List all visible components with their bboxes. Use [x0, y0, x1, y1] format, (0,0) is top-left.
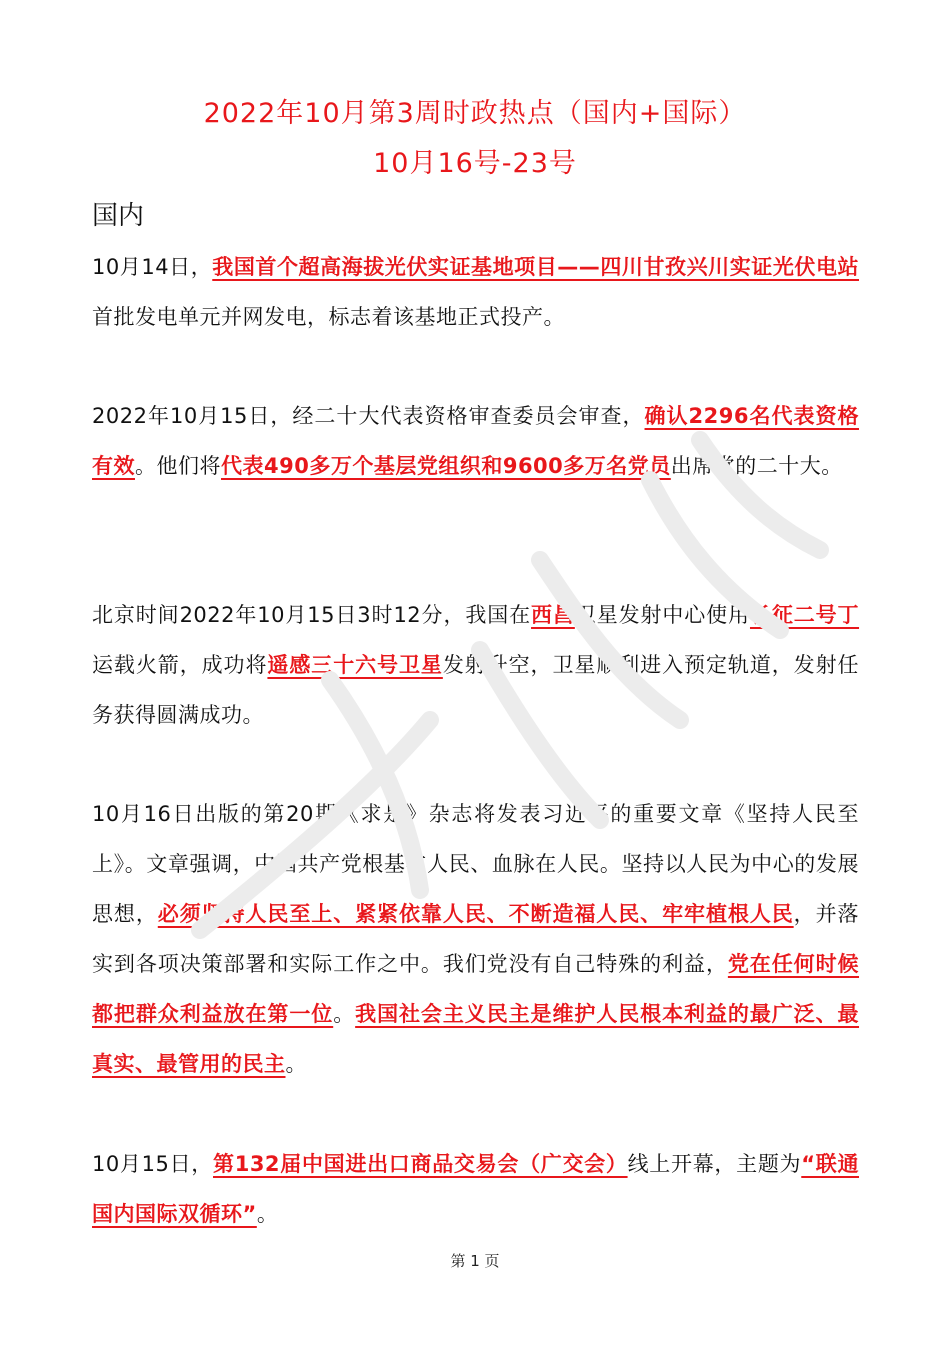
highlighted-keypoint: 西昌	[531, 603, 575, 627]
document-title: 2022年10月第3周时政热点（国内+国际）	[203, 98, 747, 129]
paragraph-text: 线上开幕，主题为	[627, 1152, 802, 1176]
paragraph-text: 。	[256, 1202, 279, 1226]
highlighted-keypoint: 遥感三十六号卫星	[267, 653, 443, 677]
paragraph-text: 10月14日，	[92, 255, 213, 279]
news-paragraph	[92, 1139, 859, 1239]
paragraph-text: 卫星发射中心使用	[574, 603, 750, 627]
highlighted-keypoint: 必须坚持人民至上、紧紧依靠人民、不断造福人民、牢牢植根人民	[157, 902, 794, 926]
news-paragraph	[92, 590, 859, 740]
paragraph-text: 运载火箭，成功将	[92, 653, 268, 677]
page-number: 第 1 页	[450, 1252, 500, 1270]
highlighted-keypoint: 我国社会主义民主是维护人民根本利益的最广泛、最真实、最管用的民主	[92, 1002, 860, 1076]
news-paragraph	[92, 391, 859, 491]
paragraph-text: ，并落实到各项决策部署和实际工作之中。我们党没有自己特殊的利益，	[92, 902, 860, 976]
highlighted-keypoint: “联通国内国际双循环”	[92, 1152, 859, 1226]
document-subtitle-date-range: 10月16号-23号	[373, 148, 577, 179]
paragraph-text: 出席党的二十大。	[670, 454, 843, 478]
paragraph-text: 10月15日，	[92, 1152, 213, 1176]
paragraph-text: 首批发电单元并网发电，标志着该基地正式投产。	[92, 305, 565, 329]
highlighted-keypoint: 确认2296名代表资格有效	[92, 404, 859, 478]
paragraph-text: 。	[333, 1002, 356, 1026]
section-heading-domestic: 国内	[92, 201, 145, 231]
news-paragraph	[92, 242, 859, 342]
paragraph-text: 发射升空，卫星顺利进入预定轨道，发射任务获得圆满成功。	[92, 653, 860, 727]
highlighted-keypoint: 我国首个超高海拔光伏实证基地项目——四川甘孜兴川实证光伏电站	[212, 255, 859, 279]
paragraph-text: 。	[285, 1052, 307, 1076]
news-paragraph	[92, 789, 859, 1089]
paragraph-text: 10月16日出版的第20期《求是》杂志将发表习近平的重要文章《坚持人民至上》。文章强调，中国共产党根基在人民、血脉在人民。坚持以人民为中心的发展思想，	[92, 802, 859, 926]
highlighted-keypoint: 党在任何时候都把群众利益放在第一位	[92, 952, 860, 1026]
paragraph-text: 北京时间2022年10月15日3时12分，我国在	[92, 603, 532, 627]
highlighted-keypoint: 长征二号丁	[749, 603, 860, 627]
highlighted-keypoint: 第132届中国进出口商品交易会（广交会）	[213, 1152, 628, 1176]
highlighted-keypoint: 代表490多万个基层党组织和9600多万名党员	[221, 454, 671, 478]
paragraph-text: 2022年10月15日，经二十大代表资格审查委员会审查，	[92, 404, 645, 428]
paragraph-text: 。他们将	[135, 454, 221, 478]
